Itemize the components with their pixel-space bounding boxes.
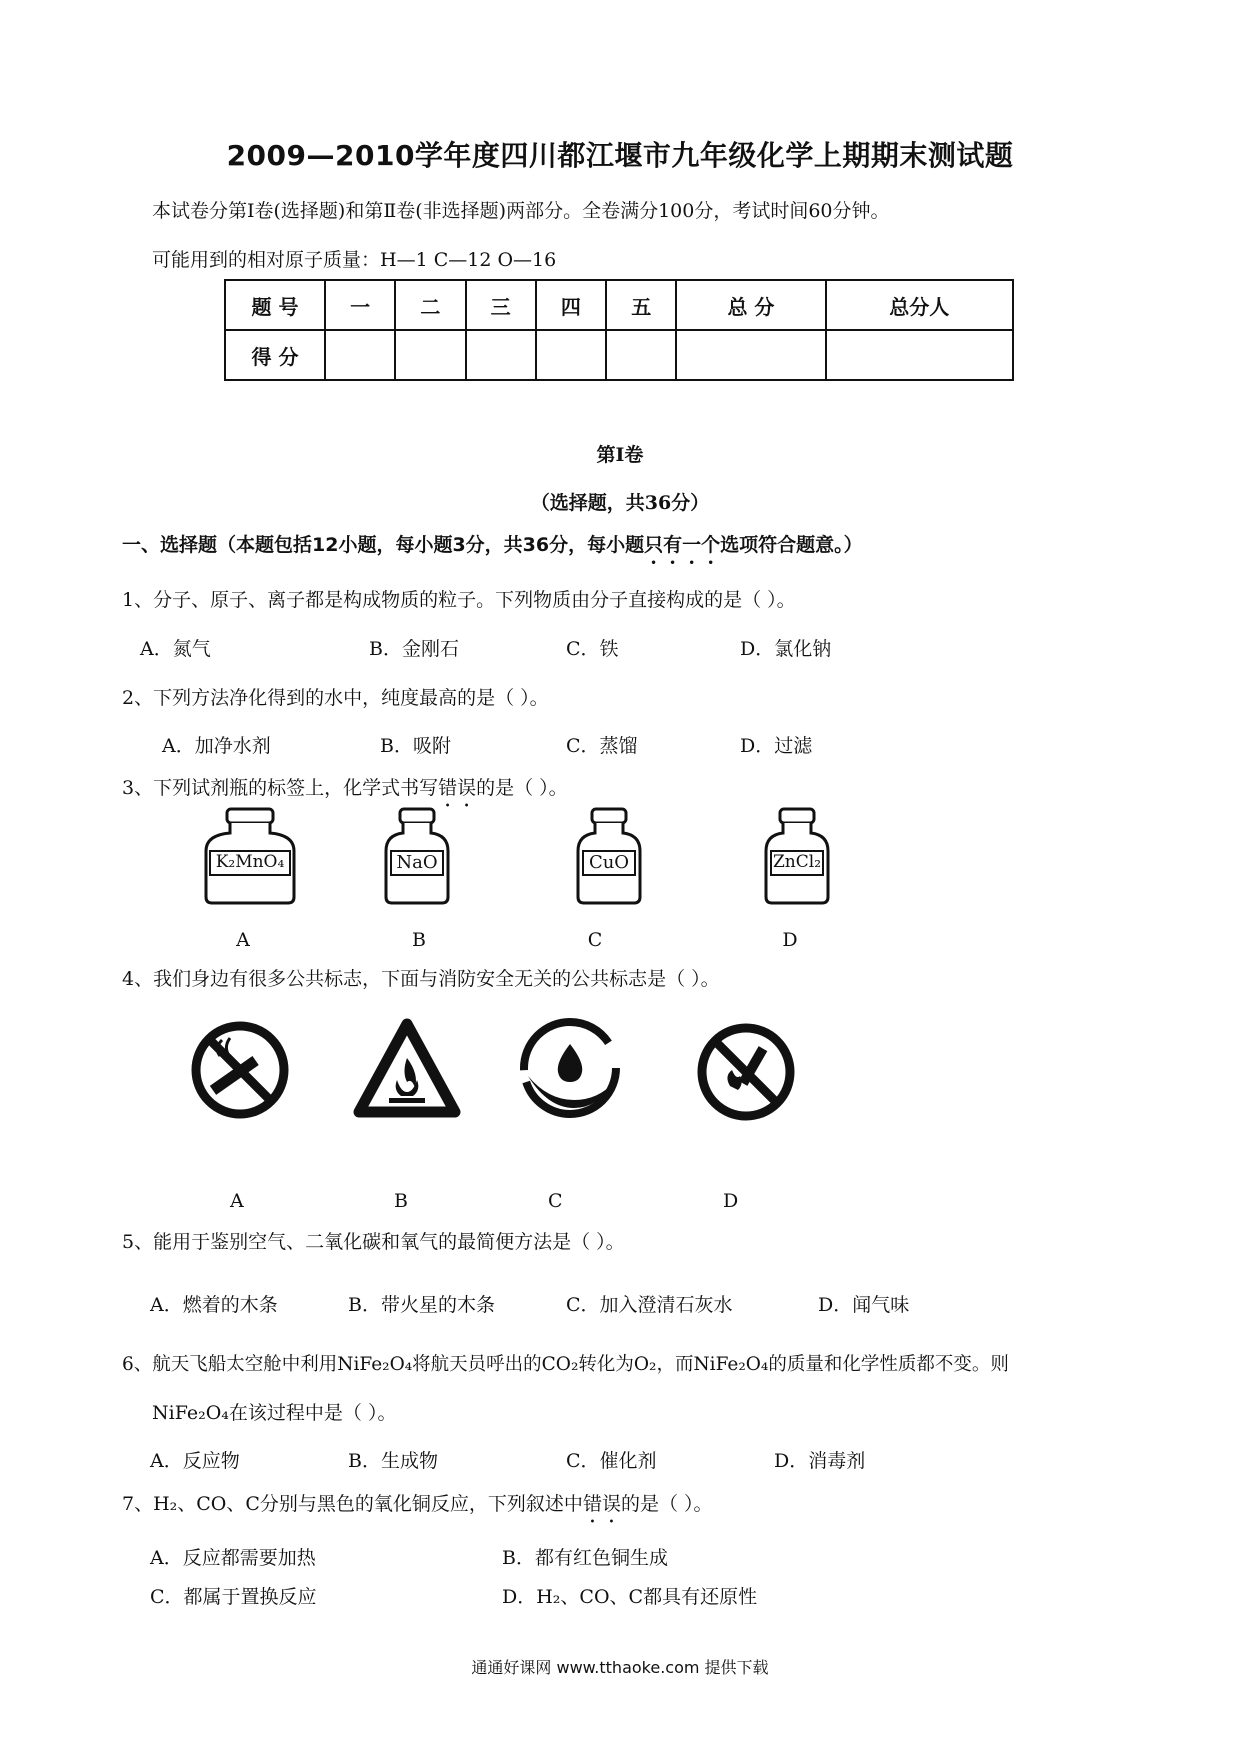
question-6: 6、航天飞船太空舱中利用NiFe₂O₄将航天员呼出的CO₂转化为O₂，而NiFe₂O₄的质量和化学性质都不变。则	[122, 1354, 1009, 1375]
sign-c-letter[interactable]: C	[548, 1190, 563, 1212]
score-cell[interactable]	[826, 330, 1013, 380]
score-cell[interactable]	[606, 330, 676, 380]
option-7c[interactable]: C．都属于置换反应	[150, 1586, 317, 1608]
sign-a-letter[interactable]: A	[230, 1190, 244, 1212]
emphasis-char: 只	[644, 534, 664, 556]
no-fireworks-icon	[696, 1022, 796, 1122]
question-7	[122, 1489, 713, 1516]
emphasis-char: 错	[438, 777, 458, 799]
question-3	[122, 773, 568, 800]
score-header-cell: 总 分	[676, 280, 825, 330]
option-1b[interactable]: B．金刚石	[369, 638, 459, 660]
score-table	[224, 279, 1014, 381]
option-5c[interactable]: C．加入澄清石灰水	[566, 1294, 733, 1316]
score-cell[interactable]	[466, 330, 536, 380]
option-1c[interactable]: C．铁	[566, 638, 619, 660]
emphasis-char: 错	[582, 1493, 602, 1515]
question-3-text: 的是（ ）。	[476, 777, 568, 799]
score-header-cell: 一	[325, 280, 395, 330]
option-2d[interactable]: D．过滤	[740, 735, 813, 757]
option-7b[interactable]: B．都有红色铜生成	[502, 1547, 668, 1569]
question-6-continued: NiFe₂O₄在该过程中是（ ）。	[152, 1402, 397, 1424]
score-header-cell: 总分人	[826, 280, 1013, 330]
question-1: 1、分子、原子、离子都是构成物质的粒子。下列物质由分子直接构成的是（ ）。	[122, 589, 796, 611]
option-2b[interactable]: B．吸附	[380, 735, 451, 757]
question-7-text: 的是（ ）。	[620, 1493, 713, 1515]
score-header-cell: 五	[606, 280, 676, 330]
bottle-a-formula: K₂MnO₄	[215, 852, 285, 872]
option-2c[interactable]: C．蒸馏	[566, 735, 638, 757]
score-cell[interactable]	[325, 330, 395, 380]
score-row-label: 得 分	[225, 330, 325, 380]
sign-d-letter[interactable]: D	[723, 1190, 739, 1212]
sign-b-letter[interactable]: B	[394, 1190, 408, 1212]
page-title: 2009—2010学年度四川都江堰市九年级化学上期期末测试题	[226, 139, 1014, 172]
bottle-d-letter[interactable]: D	[782, 929, 798, 951]
option-1a[interactable]: A．氮气	[140, 638, 211, 660]
score-header-cell: 四	[536, 280, 606, 330]
score-cell[interactable]	[395, 330, 465, 380]
option-2a[interactable]: A．加净水剂	[162, 735, 271, 757]
score-cell[interactable]	[676, 330, 825, 380]
score-header-cell: 题 号	[225, 280, 325, 330]
section-heading-text: 一、选择题（本题包括12小题，每小题3分，共36分，每小题	[122, 534, 645, 556]
option-1d[interactable]: D．氯化钠	[740, 638, 832, 660]
bottle-a-letter[interactable]: A	[236, 929, 250, 951]
volume-title: 第Ⅰ卷	[596, 444, 644, 466]
question-4: 4、我们身边有很多公共标志，下面与消防安全无关的公共标志是（ ）。	[122, 968, 720, 990]
volume-subtitle: （选择题，共36分）	[530, 492, 710, 514]
emphasis-char: 一	[682, 534, 702, 556]
bottle-c-letter[interactable]: C	[587, 929, 603, 951]
footer-source: 通通好课网 www.tthaoke.com 提供下载	[471, 1658, 769, 1677]
option-6b[interactable]: B．生成物	[348, 1450, 438, 1472]
score-cell[interactable]	[536, 330, 606, 380]
option-5a[interactable]: A．燃着的木条	[150, 1294, 278, 1316]
emphasis-char: 误	[601, 1493, 621, 1515]
option-7d[interactable]: D．H₂、CO、C都具有还原性	[502, 1586, 758, 1608]
option-6a[interactable]: A．反应物	[150, 1450, 240, 1472]
option-6c[interactable]: C．催化剂	[566, 1450, 657, 1472]
emphasis-char: 误	[457, 777, 477, 799]
question-3-text: 3、下列试剂瓶的标签上，化学式书写	[122, 777, 439, 799]
emphasis-char: 个	[701, 534, 721, 556]
section-heading	[122, 530, 863, 557]
option-5b[interactable]: B．带火星的木条	[348, 1294, 495, 1316]
option-7a[interactable]: A．反应都需要加热	[150, 1547, 316, 1569]
score-table-row	[225, 330, 1013, 380]
emphasis-char: 有	[663, 534, 683, 556]
option-6d[interactable]: D．消毒剂	[774, 1450, 866, 1472]
question-5: 5、能用于鉴别空气、二氧化碳和氧气的最简便方法是（ ）。	[122, 1231, 625, 1253]
question-7-text: 7、H₂、CO、C分别与黑色的氧化铜反应，下列叙述中	[122, 1493, 583, 1515]
score-header-cell: 二	[395, 280, 465, 330]
bottle-c-formula: CuO	[588, 852, 630, 873]
question-2: 2、下列方法净化得到的水中，纯度最高的是（ ）。	[122, 687, 549, 709]
flammable-warning-icon	[355, 1018, 459, 1118]
no-smoking-icon	[190, 1020, 290, 1120]
exam-instructions: 本试卷分第Ⅰ卷(选择题)和第Ⅱ卷(非选择题)两部分。全卷满分100分，考试时间60分钟。	[152, 200, 890, 222]
bottle-d-formula: ZnCl₂	[772, 852, 822, 872]
water-saving-icon	[518, 1016, 622, 1120]
atomic-mass-note: 可能用到的相对原子质量：H—1 C—12 O—16	[152, 249, 557, 271]
bottle-b-formula: NaO	[396, 852, 438, 873]
bottle-b-letter[interactable]: B	[412, 929, 426, 951]
score-header-cell: 三	[466, 280, 536, 330]
option-5d[interactable]: D．闻气味	[818, 1294, 910, 1316]
section-heading-text: 选项符合题意。）	[720, 534, 863, 556]
score-table-header-row	[225, 280, 1013, 330]
